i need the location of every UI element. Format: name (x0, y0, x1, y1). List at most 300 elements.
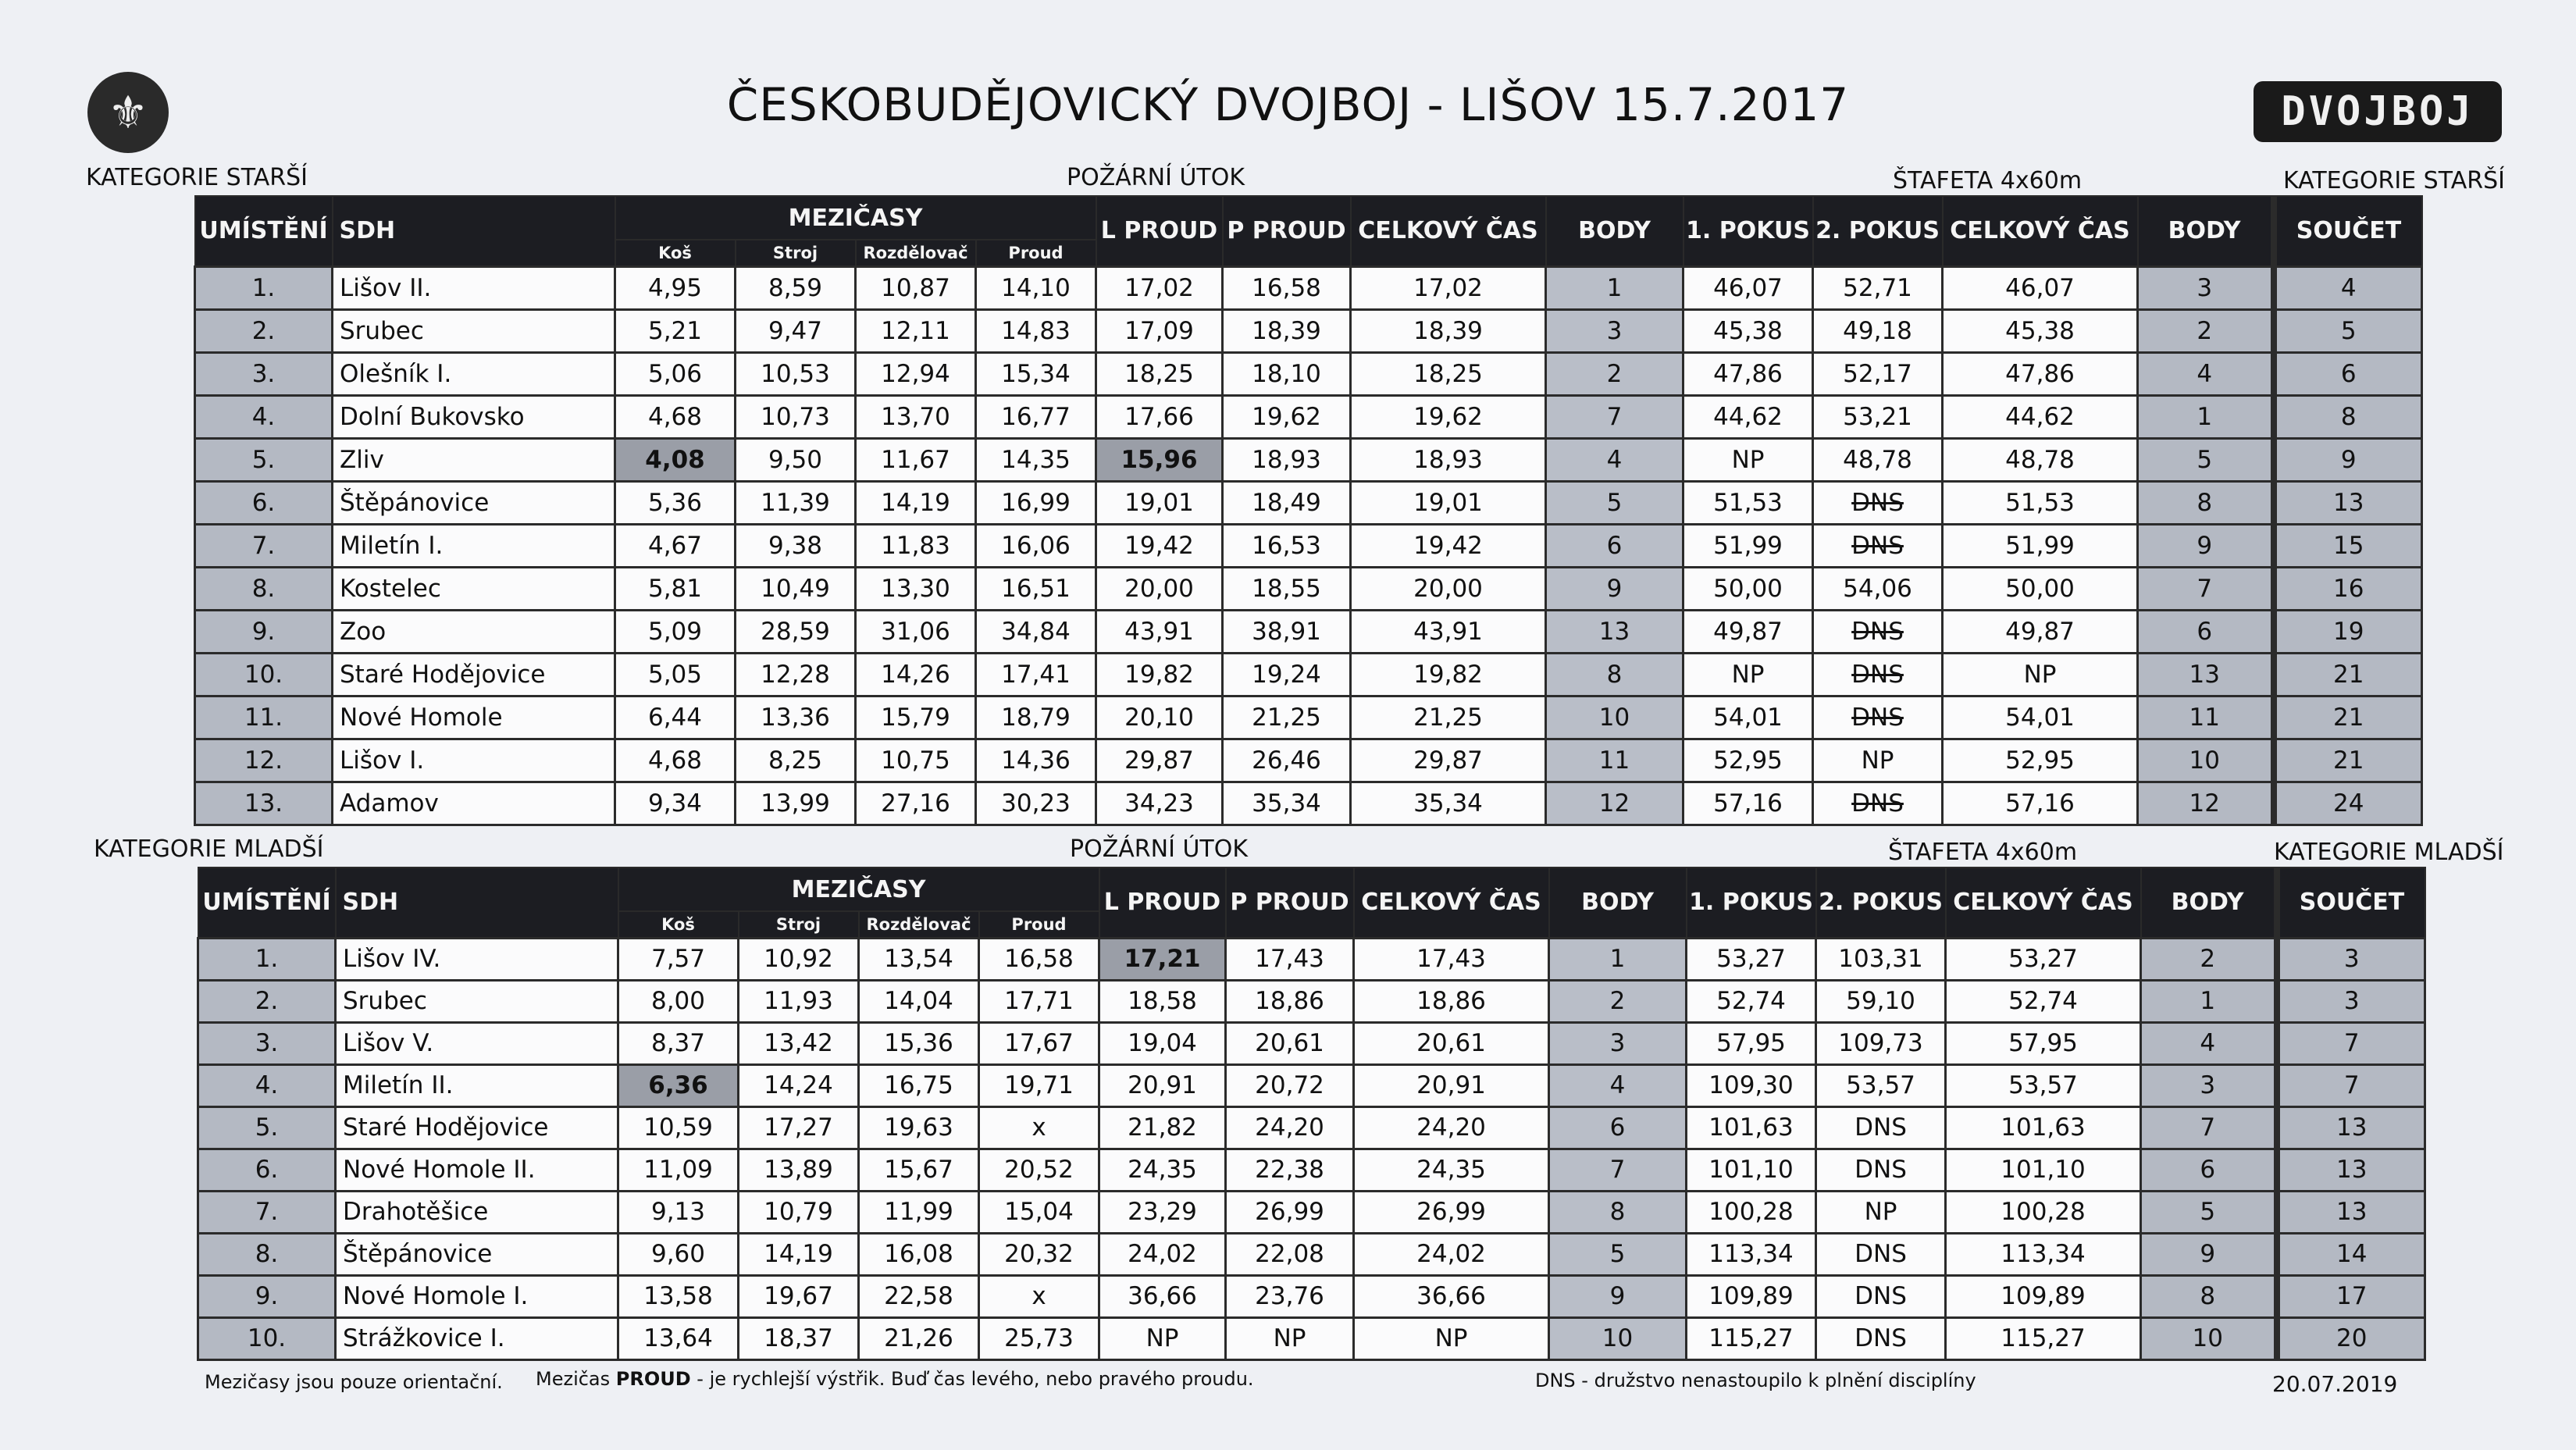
cell-body: 6 (1546, 524, 1683, 567)
table-row (198, 980, 2425, 1022)
cell-proud: 14,83 (976, 309, 1096, 352)
cell-rozdelovac: 21,26 (859, 1317, 979, 1359)
cell-body-stafeta: 11 (2138, 696, 2274, 739)
cell-umisteni: 4. (195, 395, 333, 438)
cell-body: 1 (1546, 266, 1683, 309)
cell-body-stafeta: 5 (2138, 438, 2274, 481)
cell-kos: 13,58 (618, 1275, 739, 1317)
cell-umisteni: 8. (198, 1233, 336, 1275)
cell-body-stafeta: 2 (2138, 309, 2274, 352)
cell-pokus2: 48,78 (1813, 438, 1943, 481)
table-row (198, 1022, 2425, 1064)
cell-sdh: Staré Hodějovice (336, 1106, 618, 1149)
table-starsi-wrap (194, 195, 2421, 826)
utok-label: POŽÁRNÍ ÚTOK (1070, 835, 1249, 863)
cell-soucet: 6 (2274, 352, 2422, 395)
results-table-mladsi (197, 867, 2426, 1361)
cell-umisteni: 10. (195, 653, 333, 696)
cell-stroj: 13,89 (739, 1149, 859, 1191)
col-header-soucet: SOUČET (2274, 196, 2422, 266)
cell-sdh: Lišov I. (333, 739, 615, 782)
cell-pokus1: 51,53 (1683, 481, 1813, 524)
cell-body: 8 (1546, 653, 1683, 696)
cell-stroj: 14,19 (739, 1233, 859, 1275)
cell-l-proud: 17,21 (1099, 938, 1226, 980)
cell-l-proud: 34,23 (1096, 782, 1223, 825)
cell-pokus1: NP (1683, 653, 1813, 696)
cell-kos: 8,37 (618, 1022, 739, 1064)
cell-celkovy-cas: 24,20 (1354, 1106, 1549, 1149)
cell-celkovy-cas: 20,91 (1354, 1064, 1549, 1106)
cell-celkovy-cas: 29,87 (1351, 739, 1546, 782)
cell-p-proud: 20,72 (1226, 1064, 1354, 1106)
col-header-mezicasy: MEZIČASY (618, 868, 1099, 911)
cell-rozdelovac: 15,79 (856, 696, 976, 739)
col-header-pokus1: 1. POKUS (1687, 868, 1816, 938)
cell-soucet: 7 (2277, 1064, 2425, 1106)
cell-rozdelovac: 13,54 (859, 938, 979, 980)
cell-soucet: 8 (2274, 395, 2422, 438)
cell-pokus1: 51,99 (1683, 524, 1813, 567)
cell-p-proud: NP (1226, 1317, 1354, 1359)
cell-body-stafeta: 13 (2138, 653, 2274, 696)
cell-proud: 14,35 (976, 438, 1096, 481)
cell-celkovy-cas-stafeta: 49,87 (1943, 610, 2138, 653)
cell-rozdelovac: 13,30 (856, 567, 976, 610)
col-header-pokus1: 1. POKUS (1683, 196, 1813, 266)
cell-body: 6 (1549, 1106, 1687, 1149)
cell-l-proud: 20,00 (1096, 567, 1223, 610)
cell-p-proud: 18,93 (1223, 438, 1351, 481)
cell-body: 10 (1549, 1317, 1687, 1359)
cell-kos: 6,36 (618, 1064, 739, 1106)
col-header-rozdelovac: Rozdělovač (859, 911, 979, 938)
cell-stroj: 28,59 (736, 610, 856, 653)
category-label-right: KATEGORIE MLADŠÍ (2274, 839, 2504, 866)
cell-sdh: Olešník I. (333, 352, 615, 395)
cell-celkovy-cas-stafeta: 101,63 (1946, 1106, 2141, 1149)
col-header-body-stafeta: BODY (2138, 196, 2274, 266)
cell-p-proud: 26,99 (1226, 1191, 1354, 1233)
cell-pokus2: 52,71 (1813, 266, 1943, 309)
cell-body: 3 (1549, 1022, 1687, 1064)
cell-kos: 9,13 (618, 1191, 739, 1233)
cell-l-proud: 19,04 (1099, 1022, 1226, 1064)
cell-umisteni: 12. (195, 739, 333, 782)
cell-umisteni: 6. (198, 1149, 336, 1191)
cell-celkovy-cas: 19,01 (1351, 481, 1546, 524)
cell-rozdelovac: 31,06 (856, 610, 976, 653)
cell-pokus1: 109,30 (1687, 1064, 1816, 1106)
cell-l-proud: 17,02 (1096, 266, 1223, 309)
cell-pokus2: DNS (1816, 1233, 1946, 1275)
cell-l-proud: 43,91 (1096, 610, 1223, 653)
cell-soucet: 20 (2277, 1317, 2425, 1359)
cell-soucet: 9 (2274, 438, 2422, 481)
cell-p-proud: 18,39 (1223, 309, 1351, 352)
cell-body-stafeta: 1 (2138, 395, 2274, 438)
cell-l-proud: 17,09 (1096, 309, 1223, 352)
cell-celkovy-cas: 18,86 (1354, 980, 1549, 1022)
cell-p-proud: 19,24 (1223, 653, 1351, 696)
cell-proud: 15,34 (976, 352, 1096, 395)
cell-stroj: 17,27 (739, 1106, 859, 1149)
cell-celkovy-cas-stafeta: 100,28 (1946, 1191, 2141, 1233)
table-row (195, 782, 2422, 825)
cell-celkovy-cas-stafeta: 50,00 (1943, 567, 2138, 610)
cell-umisteni: 13. (195, 782, 333, 825)
cell-body: 5 (1549, 1233, 1687, 1275)
cell-body-stafeta: 10 (2141, 1317, 2277, 1359)
cell-pokus2: DNS (1813, 610, 1943, 653)
cell-kos: 5,36 (615, 481, 736, 524)
cell-sdh: Dolní Bukovsko (333, 395, 615, 438)
cell-body-stafeta: 10 (2138, 739, 2274, 782)
cell-celkovy-cas: 26,99 (1354, 1191, 1549, 1233)
cell-body: 10 (1546, 696, 1683, 739)
cell-l-proud: 18,25 (1096, 352, 1223, 395)
col-header-proud: Proud (979, 911, 1099, 938)
cell-sdh: Lišov V. (336, 1022, 618, 1064)
cell-umisteni: 7. (198, 1191, 336, 1233)
table-row (195, 266, 2422, 309)
cell-body-stafeta: 1 (2141, 980, 2277, 1022)
cell-l-proud: 17,66 (1096, 395, 1223, 438)
cell-body-stafeta: 2 (2141, 938, 2277, 980)
cell-pokus1: 54,01 (1683, 696, 1813, 739)
cell-proud: 25,73 (979, 1317, 1099, 1359)
cell-stroj: 9,38 (736, 524, 856, 567)
cell-celkovy-cas-stafeta: 53,57 (1946, 1064, 2141, 1106)
cell-body: 4 (1546, 438, 1683, 481)
cell-kos: 5,81 (615, 567, 736, 610)
cell-proud: 20,32 (979, 1233, 1099, 1275)
cell-pokus1: 46,07 (1683, 266, 1813, 309)
cell-sdh: Adamov (333, 782, 615, 825)
table-row (195, 481, 2422, 524)
cell-celkovy-cas: 21,25 (1351, 696, 1546, 739)
table-row (198, 1106, 2425, 1149)
col-header-body-stafeta: BODY (2141, 868, 2277, 938)
cell-kos: 6,44 (615, 696, 736, 739)
cell-rozdelovac: 16,08 (859, 1233, 979, 1275)
cell-sdh: Miletín II. (336, 1064, 618, 1106)
cell-soucet: 16 (2274, 567, 2422, 610)
cell-sdh: Miletín I. (333, 524, 615, 567)
cell-l-proud: 21,82 (1099, 1106, 1226, 1149)
cell-celkovy-cas: 24,35 (1354, 1149, 1549, 1191)
cell-sdh: Lišov IV. (336, 938, 618, 980)
cell-body: 9 (1549, 1275, 1687, 1317)
results-table-starsi (194, 195, 2423, 826)
cell-stroj: 10,53 (736, 352, 856, 395)
cell-umisteni: 1. (195, 266, 333, 309)
cell-body-stafeta: 5 (2141, 1191, 2277, 1233)
cell-umisteni: 11. (195, 696, 333, 739)
cell-body: 1 (1549, 938, 1687, 980)
cell-stroj: 18,37 (739, 1317, 859, 1359)
cell-pokus2: 103,31 (1816, 938, 1946, 980)
cell-umisteni: 6. (195, 481, 333, 524)
cell-stroj: 14,24 (739, 1064, 859, 1106)
cell-stroj: 13,36 (736, 696, 856, 739)
cell-pokus1: 57,95 (1687, 1022, 1816, 1064)
col-header-proud: Proud (976, 240, 1096, 266)
cell-kos: 5,06 (615, 352, 736, 395)
cell-p-proud: 23,76 (1226, 1275, 1354, 1317)
cell-soucet: 24 (2274, 782, 2422, 825)
cell-proud: x (979, 1106, 1099, 1149)
col-header-celkovy-cas-stafeta: CELKOVÝ ČAS (1946, 868, 2141, 938)
table-row (198, 938, 2425, 980)
cell-body-stafeta: 9 (2138, 524, 2274, 567)
footer-date: 20.07.2019 (2272, 1371, 2398, 1397)
col-header-pokus2: 2. POKUS (1813, 196, 1943, 266)
cell-l-proud: 24,35 (1099, 1149, 1226, 1191)
cell-proud: 14,36 (976, 739, 1096, 782)
col-header-kos: Koš (615, 240, 736, 266)
cell-kos: 4,08 (615, 438, 736, 481)
cell-p-proud: 26,46 (1223, 739, 1351, 782)
cell-stroj: 13,99 (736, 782, 856, 825)
col-header-umisteni: UMÍSTĚNÍ (195, 196, 333, 266)
cell-pokus1: 47,86 (1683, 352, 1813, 395)
cell-p-proud: 35,34 (1223, 782, 1351, 825)
cell-celkovy-cas-stafeta: 113,34 (1946, 1233, 2141, 1275)
cell-umisteni: 9. (195, 610, 333, 653)
cell-body-stafeta: 7 (2141, 1106, 2277, 1149)
cell-l-proud: 20,10 (1096, 696, 1223, 739)
table-row (195, 739, 2422, 782)
table-row (195, 696, 2422, 739)
cell-body: 8 (1549, 1191, 1687, 1233)
table-row (195, 438, 2422, 481)
col-header-celkovy-cas-stafeta: CELKOVÝ ČAS (1943, 196, 2138, 266)
cell-stroj: 10,92 (739, 938, 859, 980)
cell-umisteni: 10. (198, 1317, 336, 1359)
cell-umisteni: 8. (195, 567, 333, 610)
cell-body-stafeta: 7 (2138, 567, 2274, 610)
cell-celkovy-cas: 18,25 (1351, 352, 1546, 395)
cell-umisteni: 5. (198, 1106, 336, 1149)
cell-body: 13 (1546, 610, 1683, 653)
cell-celkovy-cas-stafeta: 54,01 (1943, 696, 2138, 739)
cell-proud: 16,99 (976, 481, 1096, 524)
cell-pokus1: 100,28 (1687, 1191, 1816, 1233)
footer-note-orientacni: Mezičasy jsou pouze orientační. (205, 1371, 503, 1393)
cell-pokus2: DNS (1816, 1149, 1946, 1191)
col-header-kos: Koš (618, 911, 739, 938)
coat-of-arms-icon: ⚜ (87, 72, 169, 153)
cell-rozdelovac: 13,70 (856, 395, 976, 438)
cell-soucet: 21 (2274, 739, 2422, 782)
cell-pokus1: 53,27 (1687, 938, 1816, 980)
cell-pokus2: DNS (1813, 653, 1943, 696)
table-row (198, 1064, 2425, 1106)
cell-pokus2: 59,10 (1816, 980, 1946, 1022)
cell-celkovy-cas: 17,43 (1354, 938, 1549, 980)
cell-kos: 4,68 (615, 395, 736, 438)
cell-stroj: 9,47 (736, 309, 856, 352)
cell-stroj: 10,79 (739, 1191, 859, 1233)
cell-sdh: Lišov II. (333, 266, 615, 309)
cell-pokus1: 109,89 (1687, 1275, 1816, 1317)
col-header-stroj: Stroj (739, 911, 859, 938)
col-header-mezicasy: MEZIČASY (615, 196, 1096, 240)
cell-celkovy-cas-stafeta: 57,95 (1946, 1022, 2141, 1064)
cell-umisteni: 2. (198, 980, 336, 1022)
cell-celkovy-cas: 19,82 (1351, 653, 1546, 696)
cell-umisteni: 1. (198, 938, 336, 980)
cell-l-proud: 23,29 (1099, 1191, 1226, 1233)
cell-pokus2: DNS (1816, 1275, 1946, 1317)
cell-celkovy-cas-stafeta: 101,10 (1946, 1149, 2141, 1191)
cell-p-proud: 16,53 (1223, 524, 1351, 567)
cell-celkovy-cas: 18,93 (1351, 438, 1546, 481)
cell-body-stafeta: 8 (2138, 481, 2274, 524)
col-header-stroj: Stroj (736, 240, 856, 266)
cell-celkovy-cas: 17,02 (1351, 266, 1546, 309)
cell-celkovy-cas-stafeta: 57,16 (1943, 782, 2138, 825)
cell-p-proud: 16,58 (1223, 266, 1351, 309)
cell-proud: 20,52 (979, 1149, 1099, 1191)
cell-celkovy-cas-stafeta: 53,27 (1946, 938, 2141, 980)
cell-celkovy-cas: 19,62 (1351, 395, 1546, 438)
cell-umisteni: 3. (198, 1022, 336, 1064)
cell-soucet: 13 (2277, 1191, 2425, 1233)
col-header-soucet: SOUČET (2277, 868, 2425, 938)
cell-pokus1: 49,87 (1683, 610, 1813, 653)
cell-pokus1: 50,00 (1683, 567, 1813, 610)
cell-l-proud: 20,91 (1099, 1064, 1226, 1106)
cell-p-proud: 19,62 (1223, 395, 1351, 438)
cell-rozdelovac: 27,16 (856, 782, 976, 825)
cell-body-stafeta: 4 (2138, 352, 2274, 395)
cell-celkovy-cas: 20,00 (1351, 567, 1546, 610)
cell-pokus2: DNS (1813, 524, 1943, 567)
stafeta-label: ŠTAFETA 4x60m (1893, 167, 2083, 194)
cell-soucet: 19 (2274, 610, 2422, 653)
table-mladsi-wrap (197, 867, 2408, 1361)
cell-soucet: 4 (2274, 266, 2422, 309)
cell-kos: 4,68 (615, 739, 736, 782)
cell-pokus1: 115,27 (1687, 1317, 1816, 1359)
cell-p-proud: 38,91 (1223, 610, 1351, 653)
cell-body: 12 (1546, 782, 1683, 825)
cell-proud: x (979, 1275, 1099, 1317)
cell-pokus2: 53,21 (1813, 395, 1943, 438)
utok-label: POŽÁRNÍ ÚTOK (1067, 164, 1245, 191)
cell-kos: 11,09 (618, 1149, 739, 1191)
col-header-celkovy-cas: CELKOVÝ ČAS (1351, 196, 1546, 266)
cell-stroj: 13,42 (739, 1022, 859, 1064)
cell-rozdelovac: 10,87 (856, 266, 976, 309)
col-header-sdh: SDH (333, 196, 615, 266)
cell-rozdelovac: 12,11 (856, 309, 976, 352)
cell-rozdelovac: 10,75 (856, 739, 976, 782)
cell-kos: 4,95 (615, 266, 736, 309)
cell-body-stafeta: 3 (2141, 1064, 2277, 1106)
cell-kos: 8,00 (618, 980, 739, 1022)
col-header-celkovy-cas: CELKOVÝ ČAS (1354, 868, 1549, 938)
cell-celkovy-cas: 35,34 (1351, 782, 1546, 825)
table-row (198, 1149, 2425, 1191)
cell-l-proud: 24,02 (1099, 1233, 1226, 1275)
cell-pokus1: 113,34 (1687, 1233, 1816, 1275)
cell-body: 7 (1549, 1149, 1687, 1191)
cell-stroj: 10,73 (736, 395, 856, 438)
cell-body-stafeta: 6 (2138, 610, 2274, 653)
col-header-p-proud: P PROUD (1223, 196, 1351, 266)
table-row (195, 567, 2422, 610)
cell-rozdelovac: 15,67 (859, 1149, 979, 1191)
cell-p-proud: 18,86 (1226, 980, 1354, 1022)
cell-stroj: 10,49 (736, 567, 856, 610)
cell-sdh: Srubec (336, 980, 618, 1022)
cell-pokus2: DNS (1816, 1317, 1946, 1359)
cell-soucet: 7 (2277, 1022, 2425, 1064)
cell-proud: 17,67 (979, 1022, 1099, 1064)
cell-celkovy-cas: 19,42 (1351, 524, 1546, 567)
cell-celkovy-cas: 36,66 (1354, 1275, 1549, 1317)
cell-rozdelovac: 11,67 (856, 438, 976, 481)
cell-body: 4 (1549, 1064, 1687, 1106)
col-header-body: BODY (1549, 868, 1687, 938)
cell-soucet: 14 (2277, 1233, 2425, 1275)
footer-note-proud-suffix: - je rychlejší výstřik. Buď čas levého, nebo pravého proudu. (690, 1368, 1254, 1390)
col-header-l-proud: L PROUD (1099, 868, 1226, 938)
cell-kos: 7,57 (618, 938, 739, 980)
col-header-rozdelovac: Rozdělovač (856, 240, 976, 266)
cell-proud: 14,10 (976, 266, 1096, 309)
cell-l-proud: 19,01 (1096, 481, 1223, 524)
footer-note-proud (536, 1368, 1254, 1390)
cell-celkovy-cas-stafeta: 51,99 (1943, 524, 2138, 567)
cell-p-proud: 18,10 (1223, 352, 1351, 395)
cell-stroj: 11,39 (736, 481, 856, 524)
cell-rozdelovac: 22,58 (859, 1275, 979, 1317)
cell-celkovy-cas-stafeta: NP (1943, 653, 2138, 696)
cell-proud: 15,04 (979, 1191, 1099, 1233)
cell-celkovy-cas: 20,61 (1354, 1022, 1549, 1064)
cell-p-proud: 18,55 (1223, 567, 1351, 610)
cell-pokus1: NP (1683, 438, 1813, 481)
cell-kos: 5,05 (615, 653, 736, 696)
cell-sdh: Štěpánovice (333, 481, 615, 524)
cell-pokus1: 44,62 (1683, 395, 1813, 438)
cell-celkovy-cas-stafeta: 115,27 (1946, 1317, 2141, 1359)
cell-rozdelovac: 11,99 (859, 1191, 979, 1233)
cell-rozdelovac: 16,75 (859, 1064, 979, 1106)
cell-celkovy-cas-stafeta: 51,53 (1943, 481, 2138, 524)
cell-sdh: Strážkovice I. (336, 1317, 618, 1359)
cell-proud: 16,51 (976, 567, 1096, 610)
cell-body: 7 (1546, 395, 1683, 438)
cell-p-proud: 24,20 (1226, 1106, 1354, 1149)
cell-proud: 17,41 (976, 653, 1096, 696)
cell-soucet: 3 (2277, 980, 2425, 1022)
cell-pokus1: 101,10 (1687, 1149, 1816, 1191)
cell-soucet: 13 (2274, 481, 2422, 524)
cell-body: 5 (1546, 481, 1683, 524)
cell-rozdelovac: 12,94 (856, 352, 976, 395)
cell-rozdelovac: 14,19 (856, 481, 976, 524)
cell-umisteni: 9. (198, 1275, 336, 1317)
cell-pokus2: 53,57 (1816, 1064, 1946, 1106)
cell-rozdelovac: 19,63 (859, 1106, 979, 1149)
cell-pokus1: 57,16 (1683, 782, 1813, 825)
table-row (195, 653, 2422, 696)
